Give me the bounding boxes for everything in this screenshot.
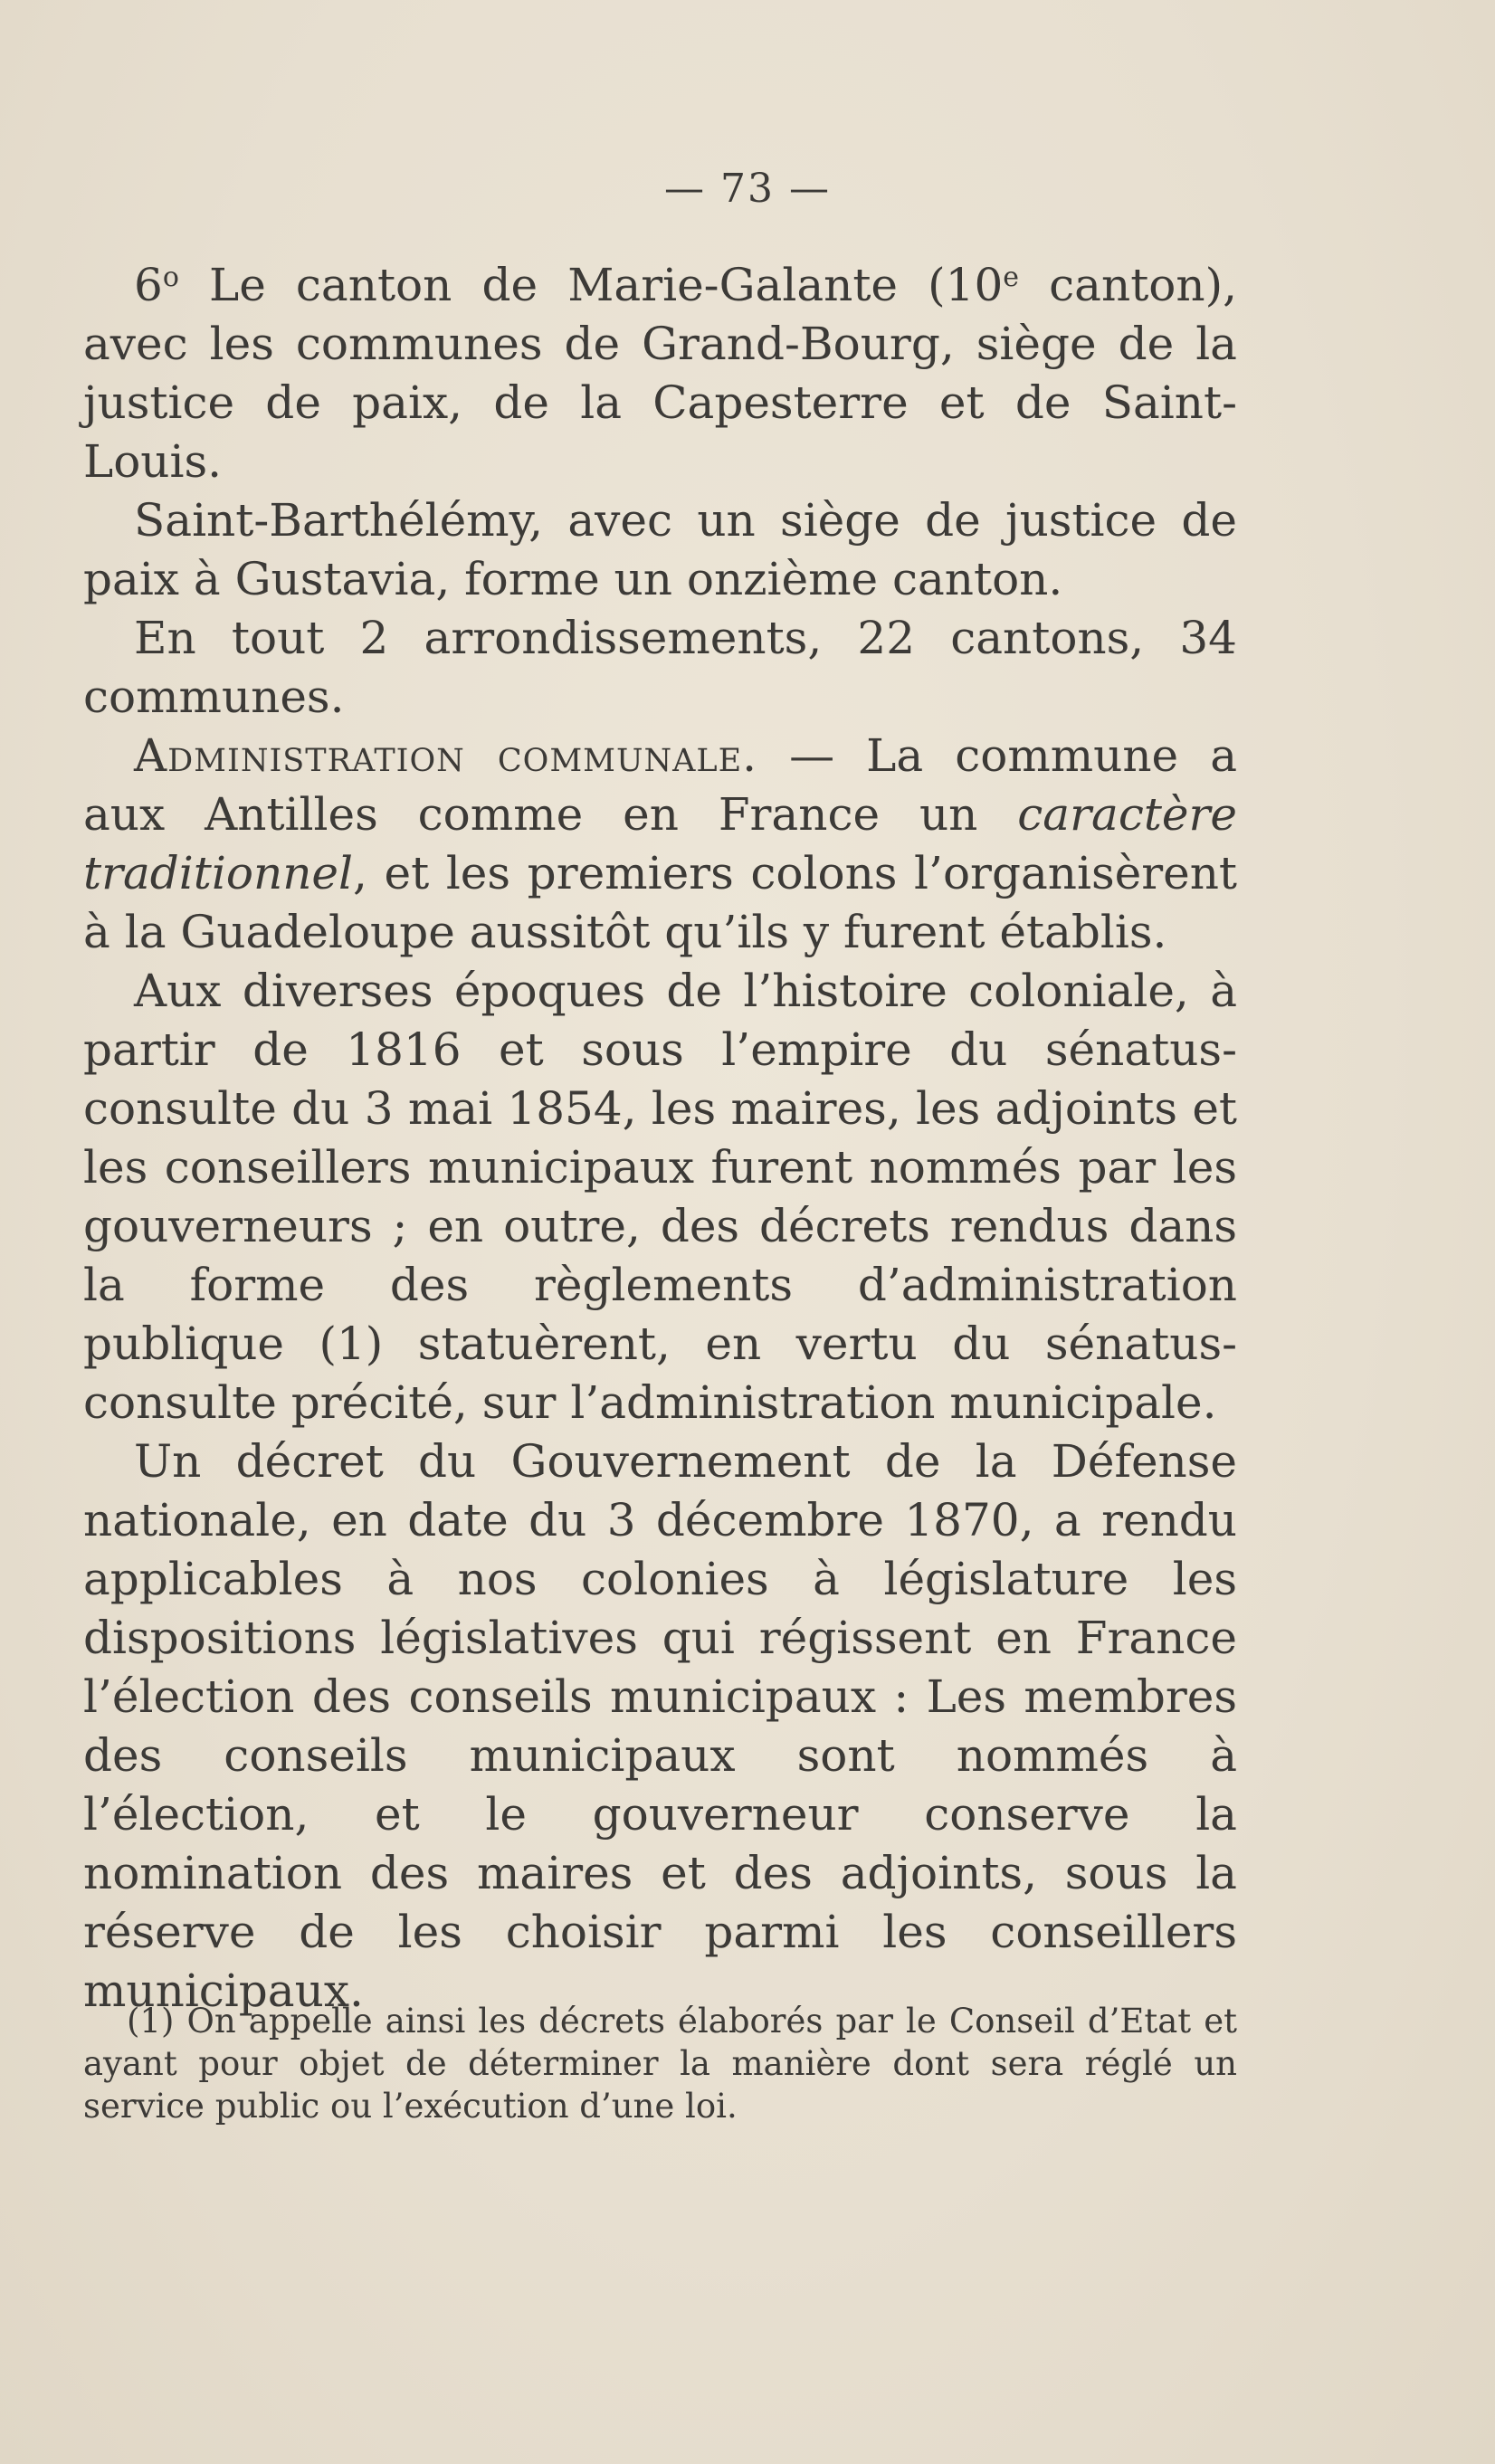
- paragraph-administration: [83, 727, 1237, 962]
- italic-phrase: caractère traditionnel: [83, 788, 1237, 899]
- paragraph-decret-1870: Un décret du Gouvernement de la Défense nationale, en date du 3 décembre 1870, a rendu applicables à nos colonies à législature les dispositions législatives qui régissent en France l’élection des conseils municipaux : Les membres des conseils municipaux sont nommés à l’élection, et le gouverneur conserve la nomination des maires et des adjoints, sous la réserve de les choisir parmi les conseillers municipaux.: [83, 1435, 1237, 2017]
- paragraph-text: Le canton de Marie-Galante (10: [178, 259, 1004, 311]
- page-number: — 73 —: [664, 166, 831, 212]
- paragraph-historique: Aux diverses époques de l’histoire coloniale, à partir de 1816 et sous l’empire du sénatus-consulte du 3 mai 1854, les maires, les adjoints et les conseillers municipaux furent nommés par les gouverneurs ; en outre, des décrets rendus dans la forme des règlements d’administration publique (1) statuèrent, en vertu du sénatus-consulte précité, sur l’administration municipale.: [83, 965, 1237, 1429]
- paragraph-marie-galante: [83, 256, 1237, 491]
- ordinal-superscript: o: [162, 262, 179, 293]
- paragraph-saint-barthelemy: Saint-Barthélémy, avec un siège de justice de paix à Gustavia, forme un onzième canton.: [83, 494, 1237, 605]
- footnote: [83, 2000, 1237, 2127]
- footnote-text: (1) On appelle ainsi les décrets élaborés par le Conseil d’Etat et ayant pour objet de déterminer la manière dont sera réglé un service public ou l’exécution d’une loi.: [83, 2002, 1237, 2126]
- paragraph-text: , et les premiers colons l’organisèrent à la Guadeloupe aussitôt qu’ils y furent établis.: [83, 847, 1237, 958]
- ordinal-number: 6: [134, 259, 163, 311]
- paragraph-text: — La commune a aux Antilles comme en France un: [83, 729, 1238, 841]
- section-heading: Administration communale.: [134, 729, 758, 782]
- administration-section: [83, 727, 1237, 2021]
- paragraph-total: En tout 2 arrondissements, 22 cantons, 34 communes.: [83, 612, 1237, 723]
- canton-list-section: [83, 256, 1237, 727]
- paragraph-text: canton), avec les communes de Grand-Bourg, siège de la justice de paix, de la Capesterre et de Saint-Louis.: [83, 259, 1237, 488]
- ordinal-superscript: e: [1003, 262, 1020, 293]
